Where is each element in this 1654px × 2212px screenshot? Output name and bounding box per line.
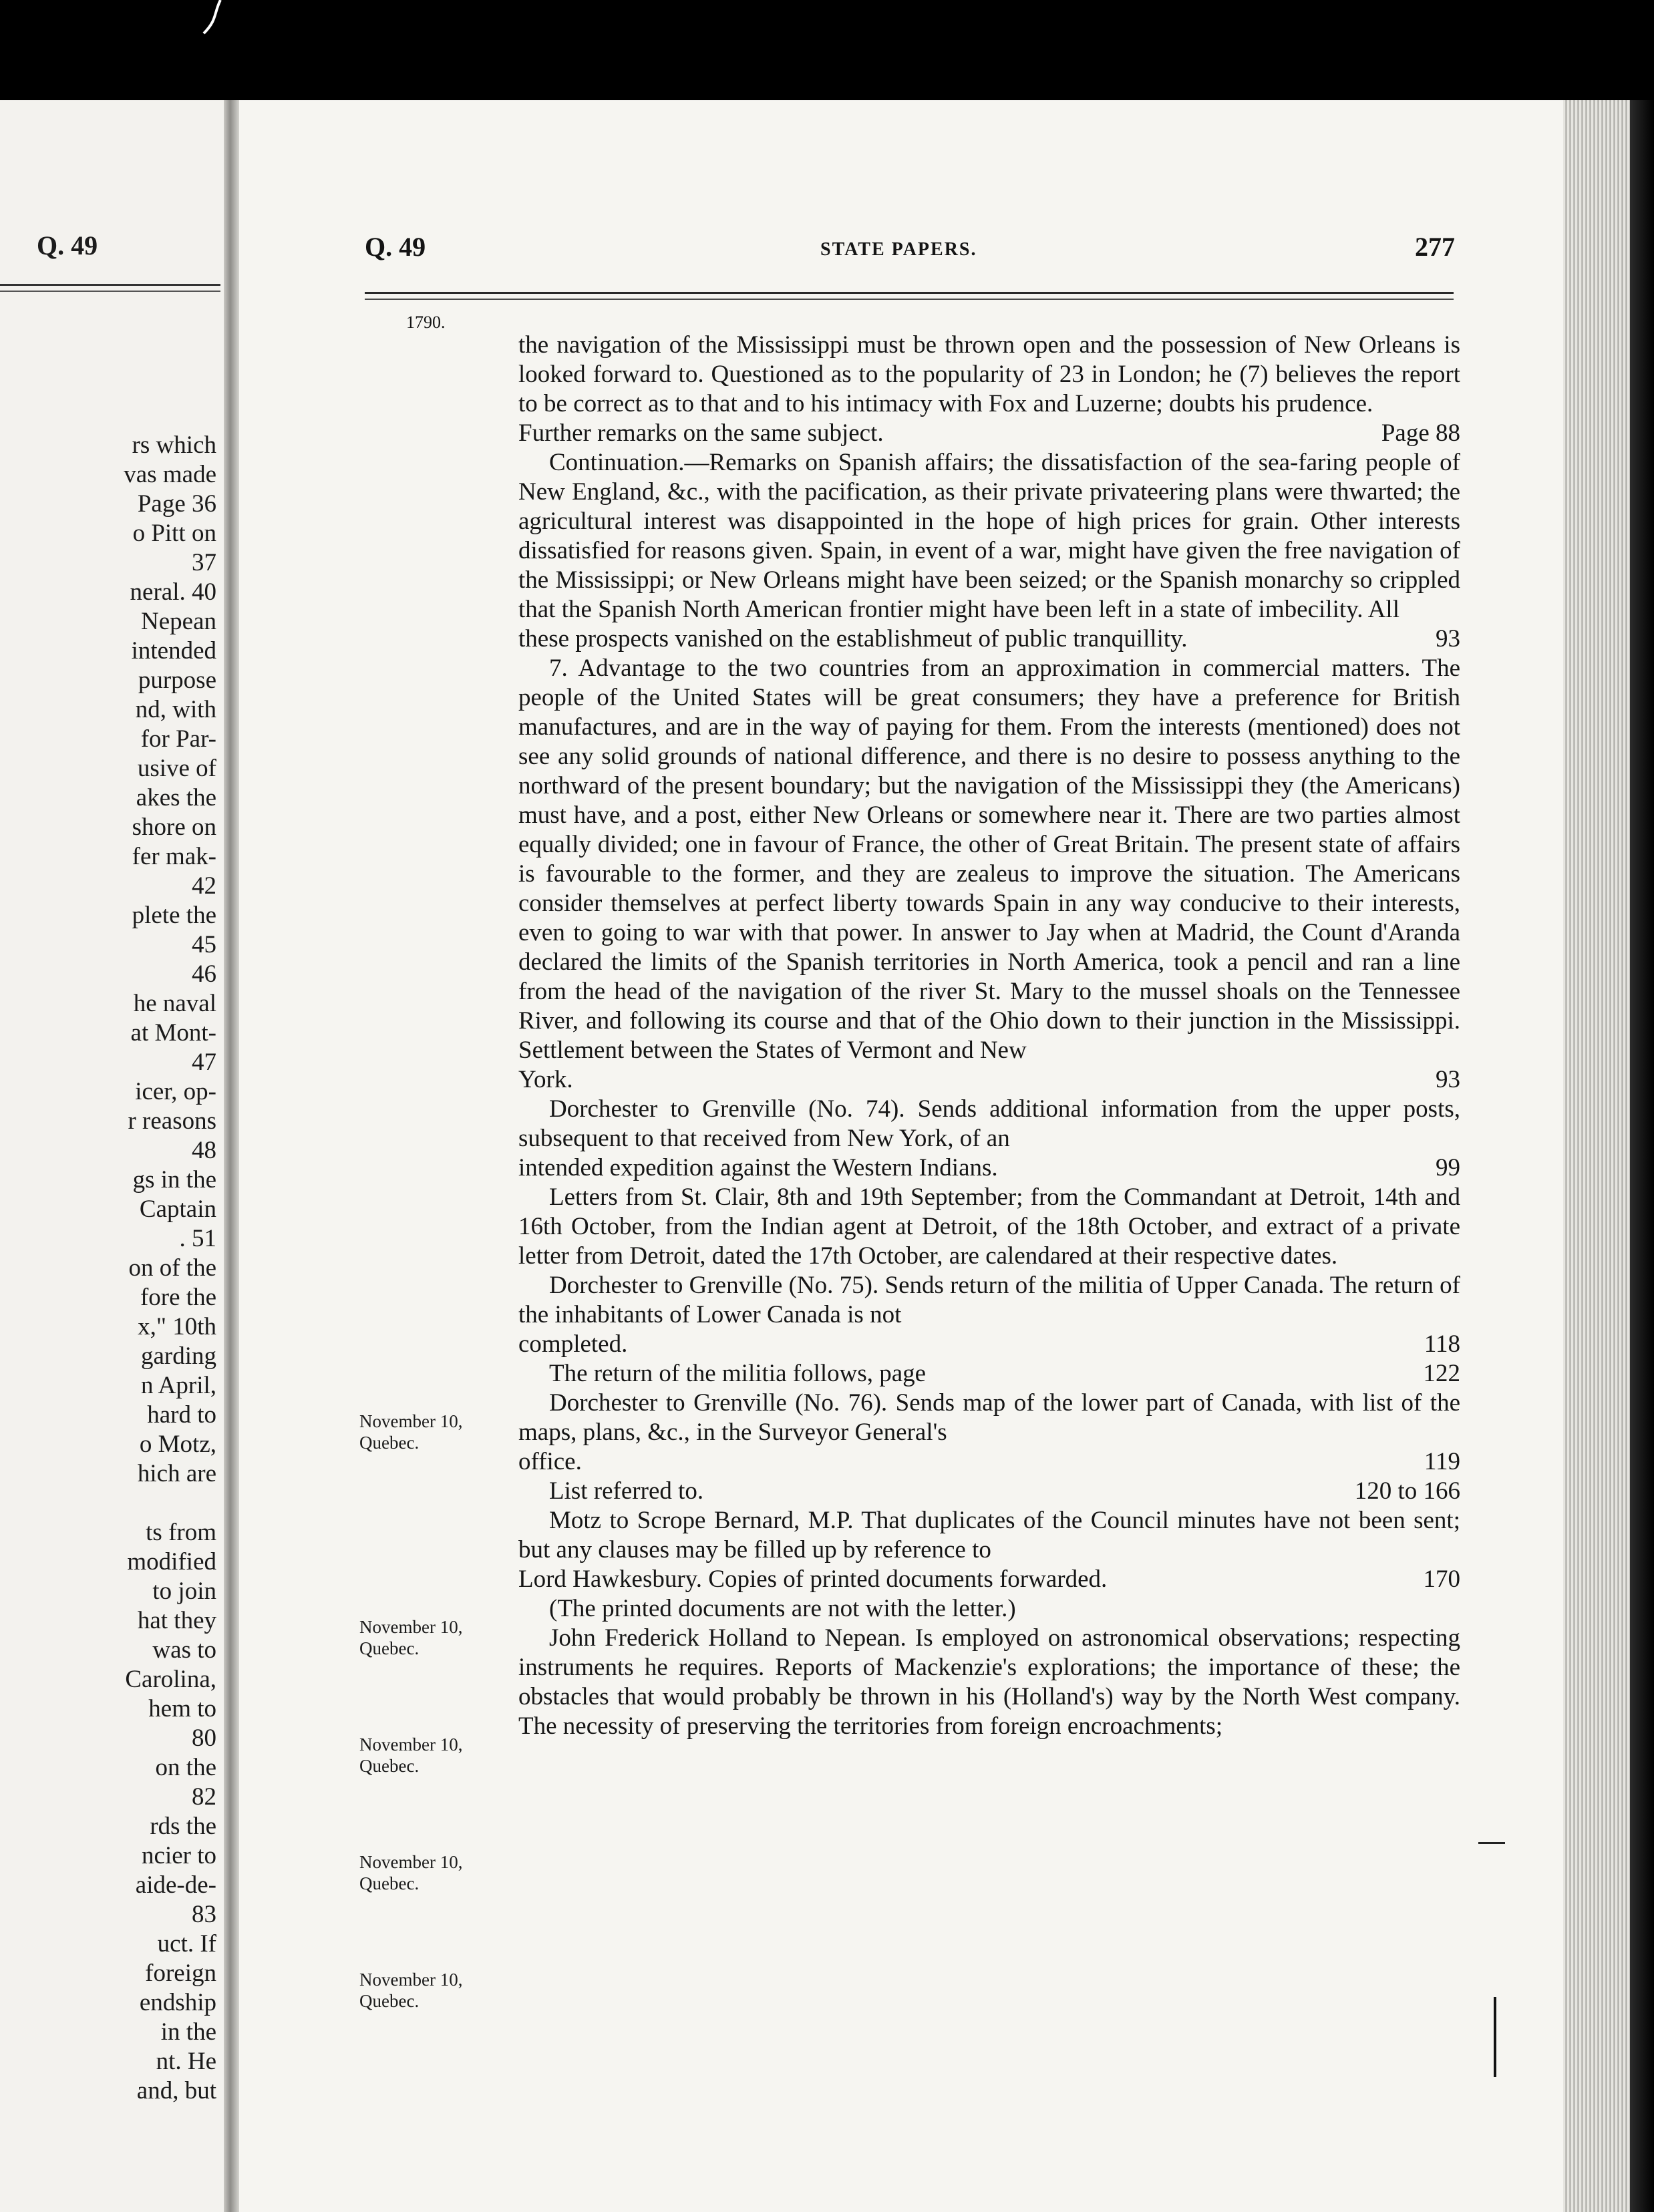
entry-3-text: Dorchester to Grenville (No. 76). Sends map of the lower part of Canada, with list of the maps, plans, &c., in the Surveyor General's	[518, 1389, 1460, 1446]
left-page-fragment: at Mont-	[130, 1019, 216, 1047]
entry-2-text: Dorchester to Grenville (No. 75). Sends return of the militia of Upper Canada. The return of the inhabitants of Lower Canada is not	[518, 1272, 1460, 1328]
body-text	[518, 331, 1460, 1741]
year-margin-note: 1790.	[406, 313, 446, 332]
entry-date-4	[359, 1851, 462, 1894]
paragraph-1: the navigation of the Mississippi must be thrown open and the possession of New Orleans is looked forward to. Questioned as to the popularity of 23 in London; he (7) believes the report to be correct as to that and to his intimacy with Fox and Luzerne; doubts his prudence.	[518, 331, 1460, 417]
entry-4-text: Motz to Scrope Bernard, M.P. That duplicates of the Council minutes have not been sent; but any clauses may be filled up by reference to	[518, 1507, 1460, 1563]
paragraph-3-page-ref: 93	[1436, 1066, 1460, 1093]
entry-date-2-place: Quebec.	[359, 1638, 420, 1658]
left-page-fragment: in the	[160, 2018, 216, 2046]
left-page-header: Q. 49	[37, 230, 98, 260]
entry-1-note: Letters from St. Clair, 8th and 19th September; from the Commandant at Detroit, 14th and 16th October, from the Indian agent at Detroit, of the 18th October, and extract of a private letter from Detroit, dated the 17th October, are calendared at their respective dates.	[518, 1183, 1460, 1270]
left-page-fragment: neral. 40	[130, 578, 216, 606]
entry-1-text: Dorchester to Grenville (No. 74). Sends additional information from the upper posts, subsequent to that received from New York, of an	[518, 1095, 1460, 1152]
left-page-fragment: akes the	[136, 784, 216, 811]
left-page-fragment: 82	[192, 1783, 216, 1811]
left-page-fragment: r reasons	[128, 1107, 216, 1135]
left-page-fragment: 48	[192, 1137, 216, 1164]
left-page-fragment: intended	[131, 637, 216, 665]
scan-background-right	[1630, 100, 1654, 2212]
left-page-fragment: on of the	[128, 1254, 216, 1282]
left-page-fragment: Captain	[139, 1195, 216, 1223]
left-header-rule	[0, 284, 220, 286]
entry-date-3-day: November 10,	[359, 1734, 463, 1755]
header-rule	[365, 292, 1454, 294]
entry-3-end	[518, 1447, 1460, 1477]
left-page-fragment: o Pitt on	[132, 520, 216, 547]
left-page-fragment: o Motz,	[139, 1431, 216, 1458]
left-page-fragment: n April,	[140, 1372, 216, 1399]
entry-date-3	[359, 1734, 462, 1777]
entry-5-text: John Frederick Holland to Nepean. Is employed on astronomical observations; respecting instruments he requires. Reports of Mackenzie's explorations; the importance of these; the obstacles that would probably be thrown in his (Holland's) way by the North West company. The necessity of preserving the territories from foreign encroachments;	[518, 1624, 1460, 1740]
entry-3-page-ref: 119	[1424, 1448, 1460, 1475]
left-page-fragment: 46	[192, 960, 216, 988]
entry-2-page-ref: 118	[1424, 1330, 1460, 1358]
left-page-fragment: 80	[192, 1724, 216, 1752]
page-header-title: STATE PAPERS.	[820, 239, 977, 260]
entry-date-1-place: Quebec.	[359, 1433, 420, 1453]
left-page-fragment: Nepean	[141, 608, 216, 635]
entry-date-1-day: November 10,	[359, 1411, 463, 1431]
left-page-fragment: nd, with	[135, 696, 216, 723]
left-page-fragment: foreign	[145, 1960, 216, 1987]
entry-3-note-text: List referred to.	[549, 1477, 704, 1505]
left-page-fragment: usive of	[137, 755, 216, 782]
paragraph-2-page-ref: 93	[1436, 625, 1460, 653]
left-page-fragment: he naval	[133, 990, 216, 1017]
left-page-fragment: purpose	[138, 667, 216, 694]
left-page-fragment: 83	[192, 1901, 216, 1928]
entry-3-note-page-ref: 120 to 166	[1354, 1477, 1460, 1505]
book-gutter	[224, 100, 240, 2212]
left-page-fragment: hem to	[148, 1695, 216, 1722]
entry-date-2	[359, 1616, 462, 1659]
right-page	[239, 100, 1572, 2212]
left-page-fragment: 47	[192, 1049, 216, 1076]
entry-2-note-text: The return of the militia follows, page	[549, 1360, 927, 1387]
left-page-fragment: aide-de-	[135, 1871, 216, 1899]
left-page-fragment: was to	[152, 1636, 216, 1664]
left-page-fragment: rds the	[150, 1813, 216, 1840]
pencil-mark	[1494, 1997, 1496, 2077]
entry-date-4-place: Quebec.	[359, 1873, 420, 1893]
paragraph-3-end	[518, 1065, 1460, 1095]
ink-smudge	[200, 0, 227, 40]
entry-2-note-page-ref: 122	[1423, 1360, 1460, 1387]
pencil-dash	[1478, 1842, 1505, 1844]
paragraph-2-end	[518, 624, 1460, 654]
entry-date-5	[359, 1969, 462, 2012]
entry-date-5-day: November 10,	[359, 1970, 463, 1990]
left-page-fragment: fer mak-	[132, 843, 216, 870]
left-page-fragment: for Par-	[140, 725, 216, 753]
left-page-fragment: Carolina,	[125, 1666, 216, 1693]
entry-date-2-day: November 10,	[359, 1617, 463, 1637]
left-page-fragment: x," 10th	[138, 1313, 216, 1340]
left-page-fragment: to join	[152, 1578, 216, 1605]
left-header-rule-secondary	[0, 291, 220, 292]
header-rule-secondary	[365, 299, 1454, 300]
paragraph-1-page-ref: Page 88	[1381, 419, 1460, 447]
left-page	[0, 100, 230, 2212]
page-header-series: Q. 49	[365, 232, 426, 262]
left-page-fragment: 42	[192, 872, 216, 900]
paragraph-2-last-line: these prospects vanished on the establishmeut of public tranquillity.	[518, 625, 1188, 653]
entry-date-4-day: November 10,	[359, 1852, 463, 1872]
entry-2-end	[518, 1330, 1460, 1359]
page-number: 277	[1415, 232, 1455, 262]
left-page-fragment: endship	[139, 1989, 216, 2016]
scan-background-top	[0, 0, 1654, 100]
entry-date-1	[359, 1411, 462, 1453]
left-page-fragment: icer, op-	[135, 1078, 216, 1105]
entry-4-end	[518, 1565, 1460, 1594]
paragraph-1-end	[518, 419, 1460, 448]
left-page-fragment: 45	[192, 931, 216, 958]
left-page-fragment: hat they	[137, 1607, 216, 1634]
left-page-fragment: . 51	[179, 1225, 216, 1252]
entry-2-note	[518, 1359, 1460, 1389]
entry-3-note	[518, 1477, 1460, 1506]
left-page-fragment: on the	[155, 1754, 216, 1781]
left-page-fragment: nt. He	[156, 2048, 216, 2075]
left-page-fragment: modified	[127, 1548, 216, 1576]
left-page-fragment: vas made	[124, 461, 216, 488]
left-page-fragment: fore the	[140, 1284, 216, 1311]
entry-1-last-line: intended expedition against the Western Indians.	[518, 1154, 998, 1181]
entry-3-last-line: office.	[518, 1448, 582, 1475]
left-page-fragment: ncier to	[142, 1842, 216, 1869]
entry-1-end	[518, 1153, 1460, 1183]
left-page-fragment: garding	[140, 1342, 216, 1370]
paragraph-3: 7. Advantage to the two countries from an approximation in commercial matters. The people of the United States will be great consumers; they have a preference for British manufactures, and are in the way of paying for them. From the interests (mentioned) does not see any solid grounds of national difference, and there is no desire to possess anything to the northward of the present boundary; but the navigation of the Mississippi they (the Americans) must have, and a post, either New Orleans or somewhere near it. There are two parties almost equally divided; one in favour of France, the other of Great Britain. The present state of affairs is favourable to the former, and they are zealeus to improve the situation. The Americans consider themselves at perfect liberty towards Spain in any way conducive to their interests, even to going to war with that power. In answer to Jay when at Madrid, the Count d'Aranda declared the limits of the Spanish territories in North America, took a pencil and ran a line from the head of the navigation of the river St. Mary to the mussel shoals on the Tennessee River, and following its course and that of the Ohio down to their junction in the Mississippi. Settlement between the States of Vermont and New	[518, 655, 1460, 1064]
paragraph-3-last-line: York.	[518, 1066, 573, 1093]
left-page-fragment: and, but	[136, 2077, 216, 2104]
left-page-fragment: plete the	[132, 902, 216, 929]
paragraph-2: Continuation.—Remarks on Spanish affairs; the dissatisfaction of the sea-faring people of New England, &c., with the pacification, as their private privateering plans were thwarted; the agricultural interest was disappointed in the hope of high prices for grain. Other interests dissatisfied for reasons given. Spain, in event of a war, might have given the free navigation of the Mississippi; or New Orleans might have been seized; or the Spanish monarchy so crippled that the Spanish North American frontier might have been left in a state of imbecility. All	[518, 449, 1460, 623]
paragraph-1-last-line: Further remarks on the same subject.	[518, 419, 884, 447]
left-page-fragment: shore on	[132, 813, 216, 841]
entry-1-page-ref: 99	[1436, 1154, 1460, 1181]
left-page-fragment: uct. If	[157, 1930, 216, 1958]
left-page-fragment: hard to	[147, 1401, 216, 1429]
entry-4-note: (The printed documents are not with the letter.)	[549, 1595, 1016, 1622]
left-page-fragment: gs in the	[132, 1166, 216, 1193]
entry-2-last-line: completed.	[518, 1330, 628, 1358]
entry-4-last-line: Lord Hawkesbury. Copies of printed documents forwarded.	[518, 1565, 1108, 1593]
left-page-fragment: 37	[192, 549, 216, 576]
left-page-fragment: ts from	[146, 1519, 216, 1546]
entry-date-5-place: Quebec.	[359, 1991, 420, 2011]
entry-date-3-place: Quebec.	[359, 1756, 420, 1776]
left-page-fragment: hich are	[137, 1460, 216, 1487]
entry-4-page-ref: 170	[1423, 1565, 1460, 1593]
left-page-fragment: rs which	[132, 431, 216, 459]
left-page-fragment: Page 36	[137, 490, 216, 518]
